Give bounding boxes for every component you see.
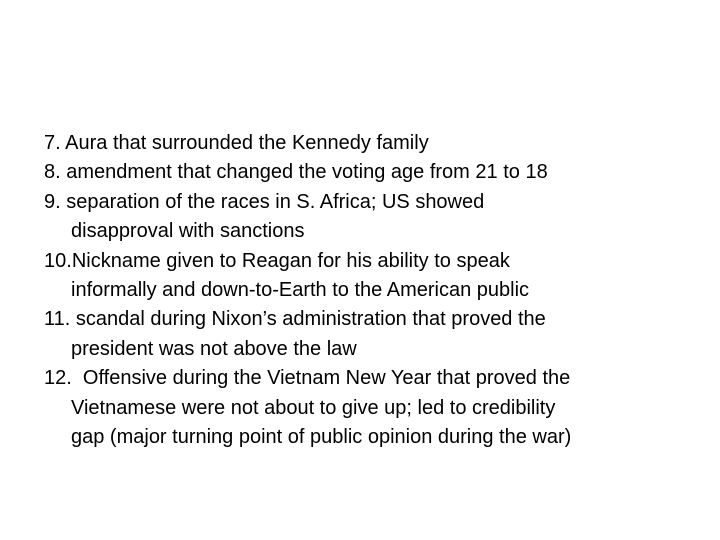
item-number: 9. xyxy=(44,190,61,213)
item-number: 11. xyxy=(44,308,71,331)
item-text-continuation: gap (major turning point of public opinion during the war) xyxy=(71,426,572,449)
list-item-10 xyxy=(44,247,704,306)
item-text: Nickname given to Reagan for his ability to speak xyxy=(71,249,510,272)
list-item-8 xyxy=(44,158,704,187)
item-number: 10. xyxy=(44,249,72,272)
item-text: Aura that surrounded the Kennedy family xyxy=(65,132,429,154)
item-text: Offensive during the Vietnam New Year that proved the xyxy=(77,367,571,390)
review-list xyxy=(44,129,704,452)
item-text-continuation: informally and down-to-Earth to the American public xyxy=(71,279,530,302)
item-text: separation of the races in S. Africa; US showed xyxy=(66,190,485,213)
item-text: amendment that changed the voting age from 21 to 18 xyxy=(66,161,548,184)
item-number: 12. xyxy=(44,367,72,390)
item-number: 7. xyxy=(44,132,61,154)
list-item-7 xyxy=(44,129,704,158)
item-text-continuation: disapproval with sanctions xyxy=(71,220,305,243)
list-item-9 xyxy=(44,188,704,247)
item-text-continuation: Vietnamese were not about to give up; led to credibility xyxy=(71,396,556,419)
item-text: scandal during Nixon’s administration that proved the xyxy=(75,308,546,331)
item-text-continuation: president was not above the law xyxy=(71,337,357,360)
list-item-12 xyxy=(44,364,704,452)
item-number: 8. xyxy=(44,161,61,184)
list-item-11 xyxy=(44,305,704,364)
